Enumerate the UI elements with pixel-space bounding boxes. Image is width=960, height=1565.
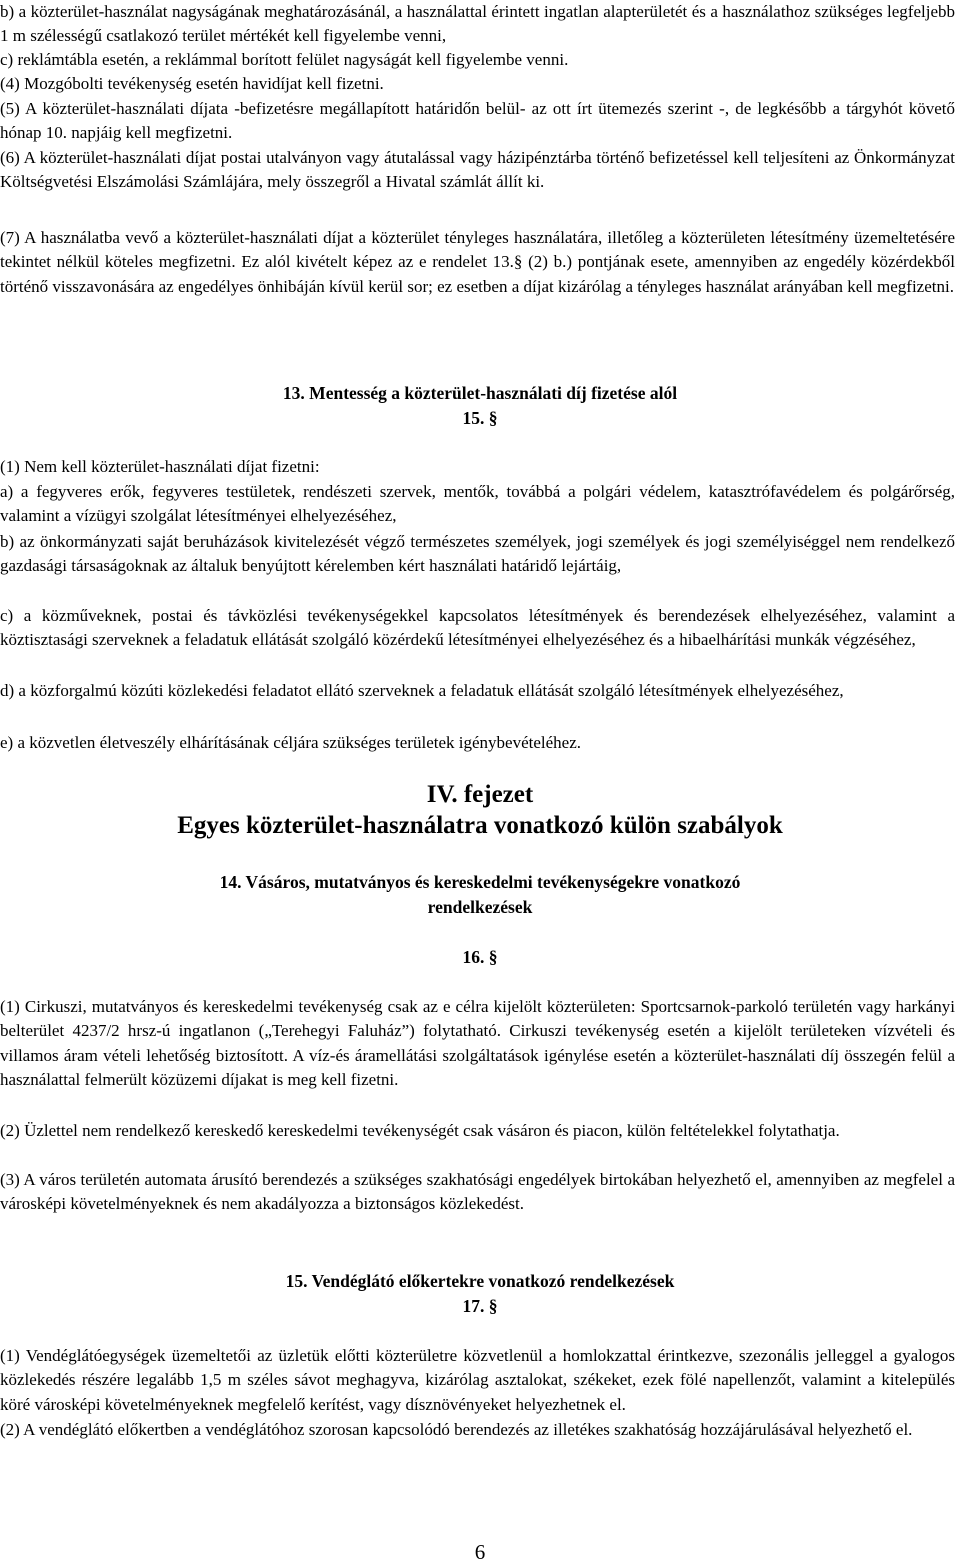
chapter-number: IV. fejezet	[426, 781, 534, 808]
exemption-b: b) az önkormányzati saját beruházások kivitelezését végző természetes személyek, jogi személyek és jogi személyiséggel nem rendelkező gazdasági társaságoknak az általuk benyújtott kérelemben kért használati határidő lejártáig,	[0, 532, 955, 576]
section-16-paragraph-2: (2) Üzlettel nem rendelkező kereskedő kereskedelmi tevékenységét csak vásáron és piacon, külön feltételekkel folytathatja.	[0, 1121, 840, 1140]
paragraph-5: (5) A közterület-használati díjata -befizetésre megállapított határidőn belül- az ott írt ütemezés szerint -, de legkésőbb a tárgyhót követő hónap 10. napjáig kell megfizetni.	[0, 99, 955, 143]
chapter-title: Egyes közterület-használatra vonatkozó külön szabályok	[177, 812, 783, 839]
paragraph-4: (4) Mozgóbolti tevékenység esetén havidíjat kell fizetni.	[0, 74, 384, 93]
section-16-paragraph-3: (3) A város területén automata árusító berendezés a szükséges szakhatósági engedélyek birtokában helyezhető el, amennyiben az megfelel a városképi követelményeknek és nem akadályozza a biztonságos közlekedést.	[0, 1170, 955, 1214]
paragraph-b: b) a közterület-használat nagyságának meghatározásánál, a használattal érintett ingatlan alapterületét és a használathoz szükséges legfeljebb 1 m szélességű csatlakozó terület mértékét kell figyelembe venni,	[0, 2, 955, 46]
section-14-title-cont: rendelkezések	[427, 897, 533, 917]
section-17-paragraph-number: 17. §	[462, 1296, 498, 1316]
section-17-paragraph-1: (1) Vendéglátóegységek üzemeltetői az üzletük előtti közterületre közvetlenül a homlokzattal érintkezve, szezonális jelleggel a gyalogos közlekedés részére legalább 1,5 m széles sávot meghagyva, kizárólag asztalokat, székeket, ezek fölé napellenzőt, valamint a kitelepülés köré városképi követelményeknek megfelelő kerítést, vagy dísznövényeket helyezhetnek el.	[0, 1346, 955, 1414]
page-number: 6	[474, 1540, 486, 1564]
section-15-title: 15. Vendéglátó előkertekre vonatkozó rendelkezések	[285, 1271, 675, 1291]
section-14-title: 14. Vásáros, mutatványos és kereskedelmi tevékenységekre vonatkozó	[219, 872, 741, 892]
section-15-paragraph-number: 15. §	[462, 408, 498, 428]
section-17-paragraph-2: (2) A vendéglátó előkertben a vendéglátóhoz szorosan kapcsolódó berendezés az illetékes szakhatóság hozzájárulásával helyezhető el.	[0, 1420, 913, 1439]
paragraph-c: c) reklámtábla esetén, a reklámmal borított felület nagyságát kell figyelembe venni.	[0, 50, 569, 69]
paragraph-7: (7) A használatba vevő a közterület-használati díjat a közterület tényleges használatára, illetőleg a közterületen létesítmény üzemeltetésére tekintet nélkül köteles megfizetni. Ez alól kivételt képez az e rendelet 13.§ (2) b.) pontjának esete, amennyiben az engedély közérdekből történő visszavonására az engedélyes önhibáján kívül kerül sor; ez esetben a díjat kizárólag a tényleges használat arányában kell megfizetni.	[0, 228, 955, 296]
exemption-e: e) a közvetlen életveszély elhárításának céljára szükséges területek igénybevételéhez.	[0, 733, 581, 752]
exemption-c: c) a közműveknek, postai és távközlési tevékenységekkel kapcsolatos létesítmények és berendezések elhelyezéséhez, valamint a köztisztasági szerveknek a feladatuk ellátását szolgáló közérdekű létesítményei elhelyezéséhez és a hibaelhárítási munkák végzéséhez,	[0, 606, 955, 650]
section-16-paragraph-1: (1) Cirkuszi, mutatványos és kereskedelmi tevékenység csak az e célra kijelölt közterületen: Sportcsarnok-parkoló területén vagy harkányi belterület 4237/2 hrsz-ú ingatlanon („Terehegyi Faluház”) folytatható. Cirkuszi tevékenység esetén a kijelölt területeken vízvételi és villamos áram vételi lehetőség biztosított. A víz-és áramellátási szolgáltatások igénylése esetén a közterület-használati díj összegén felül a használattal felmerült közüzemi díjakat is meg kell fizetni.	[0, 997, 955, 1090]
paragraph-6: (6) A közterület-használati díjat postai utalványon vagy átutalással vagy házipénztárba történő befizetéssel kell teljesíteni az Önkormányzat Költségvetési Elszámolási Számlájára, mely összegről a Hivatal számlát állít ki.	[0, 148, 955, 192]
exemption-d: d) a közforgalmú közúti közlekedési feladatot ellátó szerveknek a feladatuk ellátását szolgáló létesítmények elhelyezéséhez,	[0, 681, 844, 700]
exemption-a: a) a fegyveres erők, fegyveres testületek, rendészeti szervek, mentők, továbbá a polgári védelem, katasztrófavédelem és polgárőrség, valamint a vízügyi szolgálat létesítményei elhelyezéséhez,	[0, 482, 955, 526]
section-16-paragraph-number: 16. §	[462, 947, 498, 967]
section-13-intro: (1) Nem kell közterület-használati díjat fizetni:	[0, 457, 320, 476]
section-13-title: 13. Mentesség a közterület-használati díj fizetése alól	[282, 383, 678, 403]
